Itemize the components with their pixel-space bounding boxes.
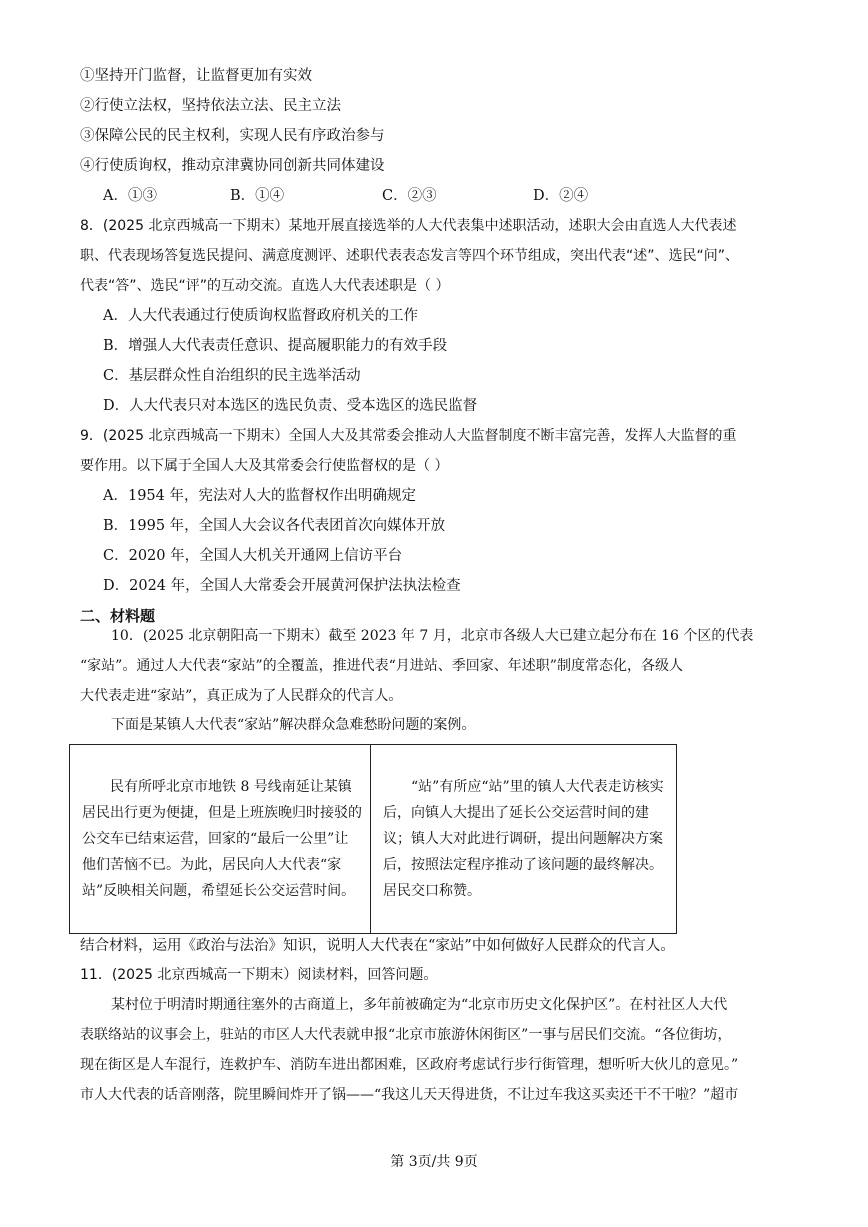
q11-material-line-1: 某村位于明清时期通往塞外的古商道上，多年前被确定为“北京市历史文化保护区”。在村社区人大代 [111,997,728,1013]
q9-stem-line-2: 要作用。以下属于全国人大及其常委会行使监督权的是（ ） [80,458,449,474]
q10-question: 结合材料，运用《政治与法治》知识，说明人大代表在“家站”中如何做好人民群众的代言人。 [80,938,675,954]
q10-intro-line-2: “家站”。通过人大代表“家站”的全覆盖，推进代表“月进站、季回家、年述职”制度常态化，各级人 [80,658,683,674]
q10-intro-line-1: 10．(2025 北京朝阳高一下期末）截至 2023 年 7 月，北京市各级人大已建立起分布在 16 个区的代表 [111,628,754,644]
q7-option-2: ②行使立法权，坚持依法立法、民主立法 [80,98,341,114]
q7-choice-c: C．②③ [382,188,437,204]
q7-option-3: ③保障公民的民主权利，实现人民有序政治参与 [80,128,385,144]
q7-option-1: ①坚持开门监督，让监督更加有实效 [80,68,312,84]
case-left-text: 民有所呼北京市地铁 8 号线南延让某镇居民出行更为便捷，但是上班族晚归时接驳的公交车已结束运营，回家的“最后一公里”让他们苦恼不已。为此，居民向人大代表“家站”反映相关问题，希望延长公交运营时间。 [82,779,362,899]
q11-material-line-2: 表联络站的议事会上，驻站的市区人大代表就申报“北京市旅游休闲街区”一事与居民们交流。“各位街坊， [80,1027,732,1043]
page-number: 第 3页/共 9页 [390,1154,478,1170]
q8-stem-line-2: 职、代表现场答复选民提问、满意度测评、述职代表表态发言等四个环节组成，突出代表“述”、选民“问”、 [80,248,740,264]
q10-intro-line-4: 下面是某镇人大代表“家站”解决群众急难愁盼问题的案例。 [111,717,476,733]
q7-option-4: ④行使质询权，推动京津冀协同创新共同体建设 [80,158,385,174]
q8-choice-a: A．人大代表通过行使质询权监督政府机关的工作 [103,308,418,324]
q9-choice-a: A．1954 年，宪法对人大的监督权作出明确规定 [103,488,416,504]
q9-stem-line-1: 9．(2025 北京西城高一下期末）全国人大及其常委会推动人大监督制度不断丰富完善，发挥人大监督的重 [80,428,737,444]
case-table-cell-right [371,745,677,934]
q8-choice-b: B．增强人大代表责任意识、提高履职能力的有效手段 [103,338,448,354]
q7-choice-d: D．②④ [533,188,589,204]
q9-choice-b: B．1995 年，全国人大会议各代表团首次向媒体开放 [103,518,446,534]
q7-choice-a: A．①③ [103,188,157,204]
q9-choice-d: D．2024 年，全国人大常委会开展黄河保护法执法检查 [103,578,461,594]
q11-stem: 11．(2025 北京西城高一下期末）阅读材料，回答问题。 [80,967,438,983]
q11-material-line-4: 市人大代表的话音刚落，院里瞬间炸开了锅——“我这儿天天得进货，不让过车我这买卖还干不干啦？”超市 [80,1087,739,1103]
section-title: 二、材料题 [80,607,156,625]
q8-stem-line-3: 代表“答”、选民“评”的互动交流。直选人大代表述职是（ ） [80,278,450,294]
q8-stem-line-1: 8．(2025 北京西城高一下期末）某地开展直接选举的人大代表集中述职活动，述职大会由直选人大代表述 [80,218,737,234]
q7-choice-b: B．①④ [230,188,285,204]
case-table [69,744,677,934]
case-table-cell-left [70,745,371,934]
q8-choice-d: D．人大代表只对本选区的选民负责、受本选区的选民监督 [103,398,478,414]
case-right-text: “站”有所应“站”里的镇人大代表走访核实后，向镇人大提出了延长公交运营时间的建议；镇人大对此进行调研，提出问题解决方案后，按照法定程序推动了该问题的最终解决。居民交口称赞。 [383,779,664,899]
q8-choice-c: C．基层群众性自治组织的民主选举活动 [103,368,361,384]
q9-choice-c: C．2020 年，全国人大机关开通网上信访平台 [103,548,403,564]
q10-intro-line-3: 大代表走进“家站”，真正成为了人民群众的代言人。 [80,688,403,704]
q11-material-line-3: 现在街区是人车混行，连救护车、消防车进出都困难，区政府考虑试行步行街管理，想听听大伙儿的意见。” [80,1057,739,1073]
